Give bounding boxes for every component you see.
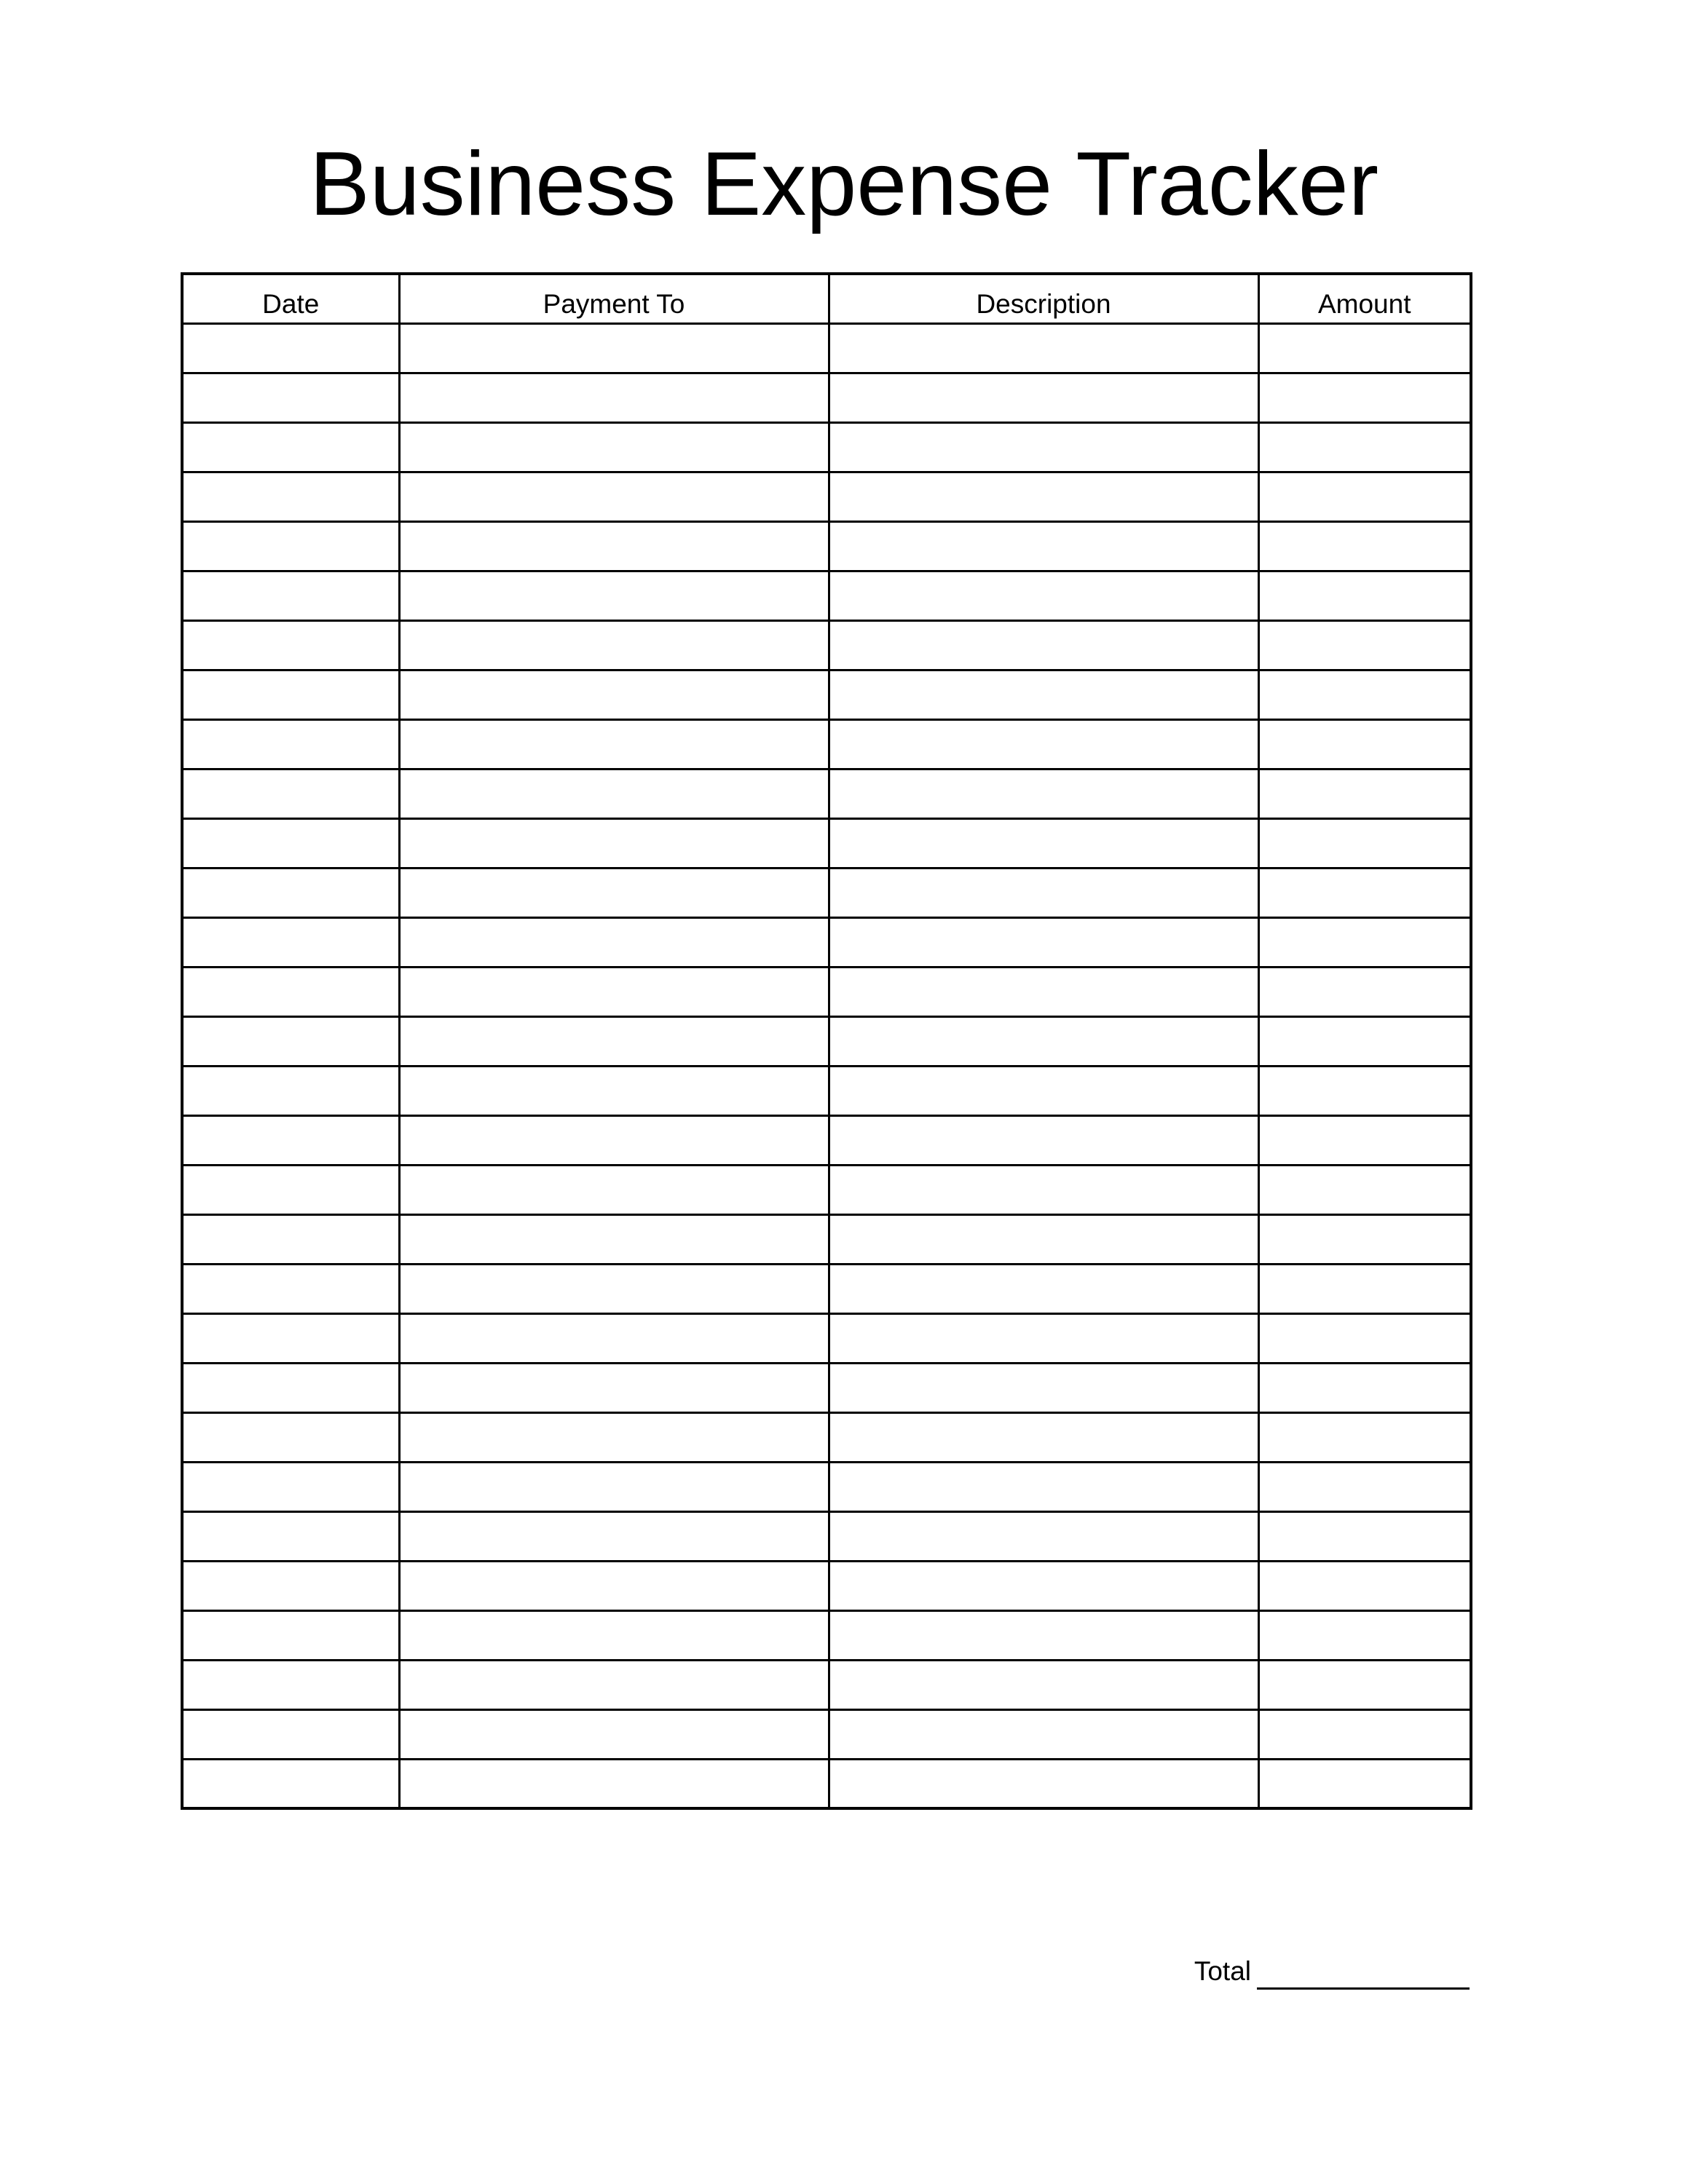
amount-cell[interactable] [1258, 1759, 1471, 1808]
payment-to-cell[interactable] [399, 769, 829, 818]
table-row [182, 1709, 1471, 1759]
payment-to-cell[interactable] [399, 1313, 829, 1363]
date-cell[interactable] [182, 521, 399, 571]
table-row [182, 868, 1471, 917]
table-row [182, 1214, 1471, 1264]
table-row [182, 620, 1471, 670]
expense-table [181, 272, 1472, 1810]
payment-to-cell[interactable] [399, 422, 829, 472]
description-cell[interactable] [829, 719, 1258, 769]
date-cell[interactable] [182, 472, 399, 521]
description-cell[interactable] [829, 620, 1258, 670]
description-cell[interactable] [829, 1412, 1258, 1462]
description-cell[interactable] [829, 818, 1258, 868]
payment-to-cell[interactable] [399, 1511, 829, 1561]
column-header-description: Description [829, 274, 1258, 323]
table-header-row [182, 274, 1471, 323]
amount-cell[interactable] [1258, 472, 1471, 521]
description-cell[interactable] [829, 868, 1258, 917]
description-cell[interactable] [829, 670, 1258, 719]
payment-to-cell[interactable] [399, 1610, 829, 1660]
description-cell[interactable] [829, 1759, 1258, 1808]
description-cell[interactable] [829, 422, 1258, 472]
payment-to-cell[interactable] [399, 1165, 829, 1214]
table-row [182, 1165, 1471, 1214]
amount-cell[interactable] [1258, 1709, 1471, 1759]
column-header-payment-to: Payment To [399, 274, 829, 323]
table-row [182, 1264, 1471, 1313]
description-cell[interactable] [829, 323, 1258, 373]
payment-to-cell[interactable] [399, 1264, 829, 1313]
description-cell[interactable] [829, 1264, 1258, 1313]
amount-cell[interactable] [1258, 967, 1471, 1016]
table-row [182, 1363, 1471, 1412]
description-cell[interactable] [829, 967, 1258, 1016]
amount-cell[interactable] [1258, 818, 1471, 868]
date-cell[interactable] [182, 1066, 399, 1115]
date-cell[interactable] [182, 917, 399, 967]
total-label: Total [1194, 1956, 1251, 1986]
amount-cell[interactable] [1258, 670, 1471, 719]
table-row [182, 472, 1471, 521]
table-row [182, 818, 1471, 868]
description-cell[interactable] [829, 1709, 1258, 1759]
table-row [182, 1759, 1471, 1808]
amount-cell[interactable] [1258, 1165, 1471, 1214]
date-cell[interactable] [182, 1214, 399, 1264]
payment-to-cell[interactable] [399, 1363, 829, 1412]
amount-cell[interactable] [1258, 323, 1471, 373]
column-header-amount: Amount [1258, 274, 1471, 323]
description-cell[interactable] [829, 1660, 1258, 1709]
table-body [182, 323, 1471, 1808]
description-cell[interactable] [829, 1363, 1258, 1412]
amount-cell[interactable] [1258, 1066, 1471, 1115]
date-cell[interactable] [182, 323, 399, 373]
amount-cell[interactable] [1258, 1412, 1471, 1462]
payment-to-cell[interactable] [399, 670, 829, 719]
description-cell[interactable] [829, 373, 1258, 422]
date-cell[interactable] [182, 1759, 399, 1808]
table-row [182, 1462, 1471, 1511]
date-cell[interactable] [182, 373, 399, 422]
date-cell[interactable] [182, 1462, 399, 1511]
table-row [182, 323, 1471, 373]
table-row [182, 1412, 1471, 1462]
date-cell[interactable] [182, 1511, 399, 1561]
description-cell[interactable] [829, 1561, 1258, 1610]
payment-to-cell[interactable] [399, 1759, 829, 1808]
date-cell[interactable] [182, 967, 399, 1016]
amount-cell[interactable] [1258, 620, 1471, 670]
amount-cell[interactable] [1258, 1462, 1471, 1511]
description-cell[interactable] [829, 521, 1258, 571]
table-row [182, 1511, 1471, 1561]
table-row [182, 719, 1471, 769]
description-cell[interactable] [829, 1610, 1258, 1660]
date-cell[interactable] [182, 422, 399, 472]
date-cell[interactable] [182, 1363, 399, 1412]
table-row [182, 1561, 1471, 1610]
table-row [182, 1660, 1471, 1709]
date-cell[interactable] [182, 1709, 399, 1759]
description-cell[interactable] [829, 917, 1258, 967]
description-cell[interactable] [829, 1313, 1258, 1363]
amount-cell[interactable] [1258, 422, 1471, 472]
payment-to-cell[interactable] [399, 1214, 829, 1264]
amount-cell[interactable] [1258, 868, 1471, 917]
date-cell[interactable] [182, 719, 399, 769]
amount-cell[interactable] [1258, 1561, 1471, 1610]
amount-cell[interactable] [1258, 1264, 1471, 1313]
date-cell[interactable] [182, 1264, 399, 1313]
payment-to-cell[interactable] [399, 1709, 829, 1759]
payment-to-cell[interactable] [399, 1066, 829, 1115]
payment-to-cell[interactable] [399, 373, 829, 422]
table-row [182, 1313, 1471, 1363]
description-cell[interactable] [829, 1066, 1258, 1115]
date-cell[interactable] [182, 571, 399, 620]
date-cell[interactable] [182, 1412, 399, 1462]
total-section [1180, 1951, 1470, 1995]
payment-to-cell[interactable] [399, 571, 829, 620]
date-cell[interactable] [182, 1165, 399, 1214]
payment-to-cell[interactable] [399, 818, 829, 868]
total-line-field[interactable] [1257, 1987, 1470, 1990]
payment-to-cell[interactable] [399, 719, 829, 769]
date-cell[interactable] [182, 818, 399, 868]
payment-to-cell[interactable] [399, 967, 829, 1016]
payment-to-cell[interactable] [399, 868, 829, 917]
table-row [182, 1115, 1471, 1165]
date-cell[interactable] [182, 1660, 399, 1709]
amount-cell[interactable] [1258, 1511, 1471, 1561]
amount-cell[interactable] [1258, 1115, 1471, 1165]
description-cell[interactable] [829, 1115, 1258, 1165]
amount-cell[interactable] [1258, 521, 1471, 571]
table-row [182, 1066, 1471, 1115]
column-header-date: Date [182, 274, 399, 323]
date-cell[interactable] [182, 1313, 399, 1363]
description-cell[interactable] [829, 1016, 1258, 1066]
amount-cell[interactable] [1258, 769, 1471, 818]
date-cell[interactable] [182, 769, 399, 818]
description-cell[interactable] [829, 1165, 1258, 1214]
table-row [182, 521, 1471, 571]
description-cell[interactable] [829, 1462, 1258, 1511]
amount-cell[interactable] [1258, 1214, 1471, 1264]
description-cell[interactable] [829, 472, 1258, 521]
date-cell[interactable] [182, 670, 399, 719]
description-cell[interactable] [829, 1511, 1258, 1561]
table-row [182, 1016, 1471, 1066]
payment-to-cell[interactable] [399, 917, 829, 967]
table-row [182, 373, 1471, 422]
amount-cell[interactable] [1258, 917, 1471, 967]
table-row [182, 1610, 1471, 1660]
description-cell[interactable] [829, 1214, 1258, 1264]
date-cell[interactable] [182, 1610, 399, 1660]
page-title: Business Expense Tracker [309, 134, 1379, 234]
date-cell[interactable] [182, 868, 399, 917]
amount-cell[interactable] [1258, 1660, 1471, 1709]
amount-cell[interactable] [1258, 1610, 1471, 1660]
payment-to-cell[interactable] [399, 1561, 829, 1610]
date-cell[interactable] [182, 1115, 399, 1165]
description-cell[interactable] [829, 571, 1258, 620]
table-row [182, 571, 1471, 620]
payment-to-cell[interactable] [399, 472, 829, 521]
table-row [182, 967, 1471, 1016]
payment-to-cell[interactable] [399, 1462, 829, 1511]
table-row [182, 670, 1471, 719]
date-cell[interactable] [182, 1561, 399, 1610]
payment-to-cell[interactable] [399, 1412, 829, 1462]
payment-to-cell[interactable] [399, 1115, 829, 1165]
date-cell[interactable] [182, 620, 399, 670]
amount-cell[interactable] [1258, 373, 1471, 422]
amount-cell[interactable] [1258, 1016, 1471, 1066]
payment-to-cell[interactable] [399, 620, 829, 670]
amount-cell[interactable] [1258, 571, 1471, 620]
payment-to-cell[interactable] [399, 1660, 829, 1709]
payment-to-cell[interactable] [399, 521, 829, 571]
table-row [182, 917, 1471, 967]
amount-cell[interactable] [1258, 719, 1471, 769]
table-row [182, 422, 1471, 472]
description-cell[interactable] [829, 769, 1258, 818]
amount-cell[interactable] [1258, 1363, 1471, 1412]
amount-cell[interactable] [1258, 1313, 1471, 1363]
date-cell[interactable] [182, 1016, 399, 1066]
payment-to-cell[interactable] [399, 1016, 829, 1066]
payment-to-cell[interactable] [399, 323, 829, 373]
table-row [182, 769, 1471, 818]
